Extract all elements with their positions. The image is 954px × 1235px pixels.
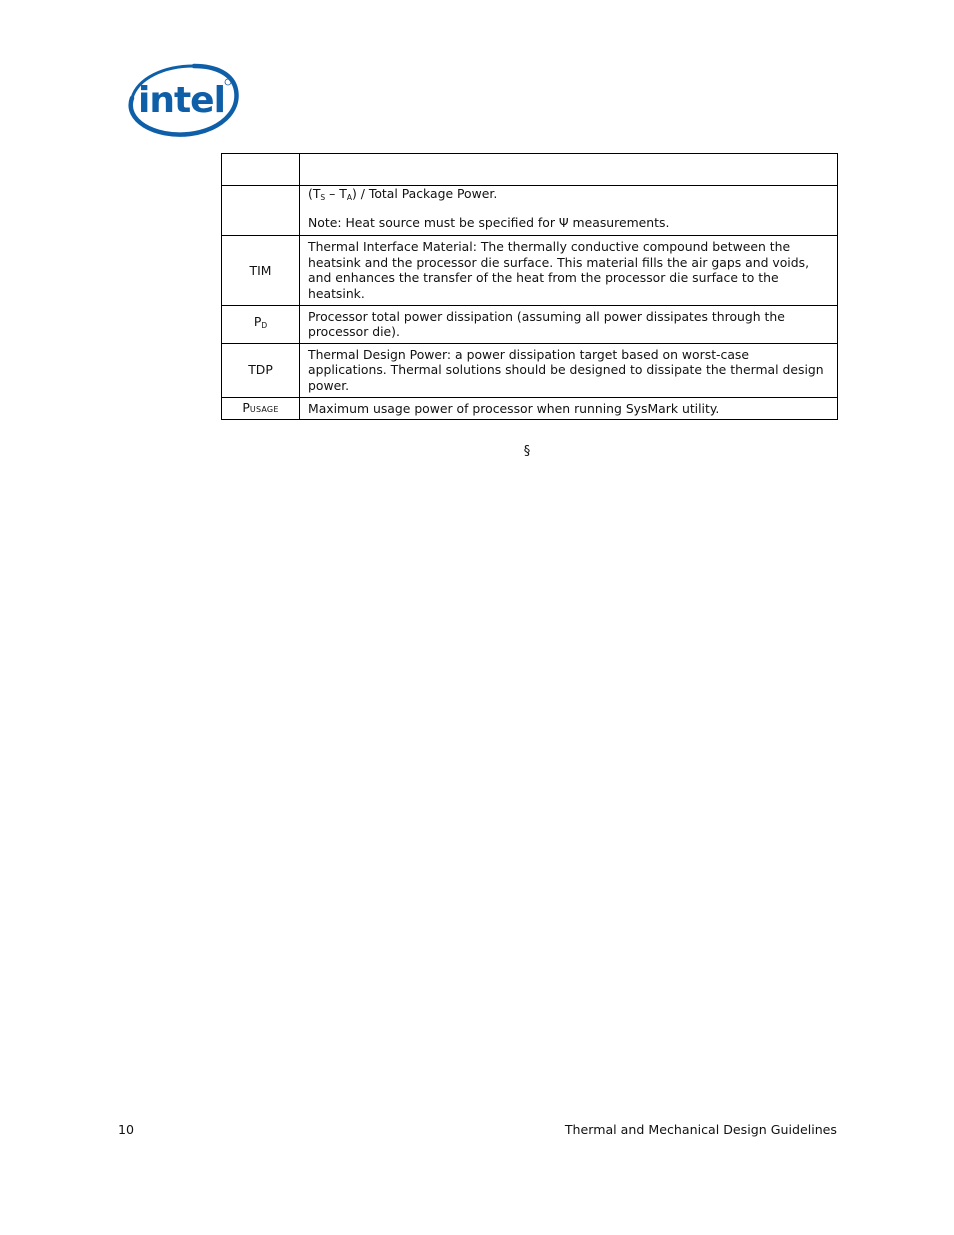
term-cell: TIM <box>222 236 300 305</box>
description-cell: Maximum usage power of processor when running SysMark utility. <box>300 397 838 420</box>
table-row <box>222 305 838 343</box>
description-cell <box>300 186 838 236</box>
note-text: Note: Heat source must be specified for Ψ measurements. <box>308 214 670 230</box>
page-number: 10 <box>118 1122 135 1137</box>
description-cell: Thermal Design Power: a power dissipation target based on worst-case applications. Thermal solutions should be designed to dissipate the thermal design power. <box>300 343 838 397</box>
description-cell: Thermal Interface Material: The thermally conductive compound between the heatsink and the processor die surface. This material fills the air gaps and voids, and enhances the transfer of the heat from the processor die surface to the heatsink. <box>300 236 838 305</box>
term-cell <box>222 186 300 236</box>
term-cell: TDP <box>222 343 300 397</box>
svg-text:intel: intel <box>138 80 225 121</box>
term-cell: $P_D$ <box>222 305 300 343</box>
formula-line: $(T_S - T_A)$ / Total Package Power. <box>308 186 498 202</box>
term-cell <box>222 154 300 186</box>
table-row <box>222 236 838 305</box>
table-row <box>222 343 838 397</box>
term-cell: PUSAGE <box>222 397 300 420</box>
intel-logo <box>124 62 240 140</box>
table-row <box>222 154 838 186</box>
section-end-mark: § <box>523 444 531 459</box>
table-row <box>222 186 838 236</box>
description-cell: Processor total power dissipation (assuming all power dissipates through the processor die). <box>300 305 838 343</box>
document-title: Thermal and Mechanical Design Guidelines <box>564 1122 837 1137</box>
description-cell <box>300 154 838 186</box>
terms-table <box>221 153 838 420</box>
table-row <box>222 397 838 420</box>
